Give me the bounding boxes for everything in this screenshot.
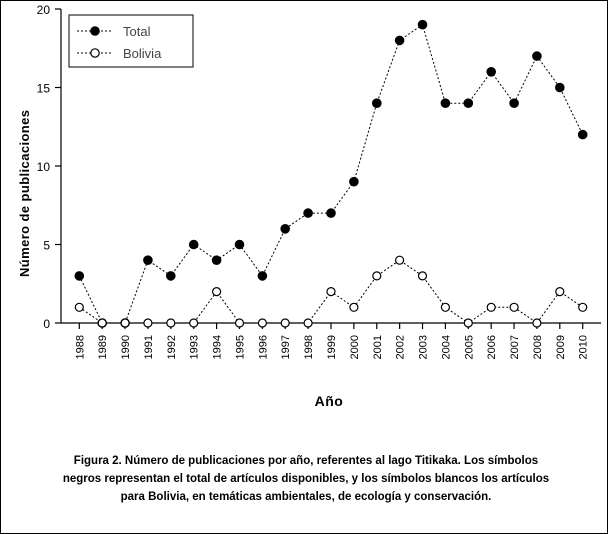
svg-text:15: 15 — [36, 81, 50, 96]
svg-text:1988: 1988 — [74, 335, 87, 360]
figure-caption: Figura 2. Número de publicaciones por año, referentes al lago Titikaka. Los símbolos negros representan el total de artículos disponibles, y los símbolos blancos los artículos para Bolivia, en temáticas ambientales, de ecología y conservación. — [62, 455, 550, 503]
svg-text:2001: 2001 — [371, 335, 384, 360]
svg-text:20: 20 — [36, 3, 50, 17]
svg-text:1990: 1990 — [120, 335, 133, 360]
line-chart — [1, 1, 608, 421]
legend-label: Bolivia — [123, 46, 162, 61]
svg-text:1992: 1992 — [165, 335, 178, 360]
svg-text:10: 10 — [36, 160, 50, 174]
svg-text:1993: 1993 — [188, 335, 201, 360]
svg-text:1997: 1997 — [280, 335, 293, 360]
svg-text:2007: 2007 — [509, 335, 522, 360]
svg-text:2000: 2000 — [348, 335, 361, 360]
svg-text:1995: 1995 — [234, 335, 247, 360]
svg-text:1989: 1989 — [97, 335, 110, 360]
x-axis-title: Año — [314, 393, 344, 409]
svg-text:2005: 2005 — [463, 335, 476, 360]
svg-text:5: 5 — [43, 238, 50, 253]
y-axis-title: Número de publicaciones — [17, 109, 32, 277]
svg-text:1998: 1998 — [303, 335, 316, 360]
svg-text:1991: 1991 — [142, 335, 155, 360]
x-tick-labels — [74, 335, 589, 359]
legend-label: Total — [123, 24, 151, 39]
svg-text:1996: 1996 — [257, 335, 270, 360]
svg-text:2003: 2003 — [417, 335, 430, 360]
svg-text:0: 0 — [43, 317, 50, 331]
svg-text:2002: 2002 — [394, 335, 407, 360]
x-ticks — [79, 323, 582, 329]
chart-legend — [69, 15, 193, 67]
svg-text:1999: 1999 — [326, 335, 338, 360]
svg-text:2010: 2010 — [577, 335, 590, 360]
svg-text:2006: 2006 — [486, 335, 499, 360]
svg-text:2009: 2009 — [554, 335, 567, 360]
svg-text:2004: 2004 — [440, 335, 453, 360]
y-ticks — [37, 3, 61, 331]
chart-area — [1, 1, 608, 421]
svg-text:2008: 2008 — [531, 335, 544, 360]
svg-text:1994: 1994 — [211, 335, 224, 360]
